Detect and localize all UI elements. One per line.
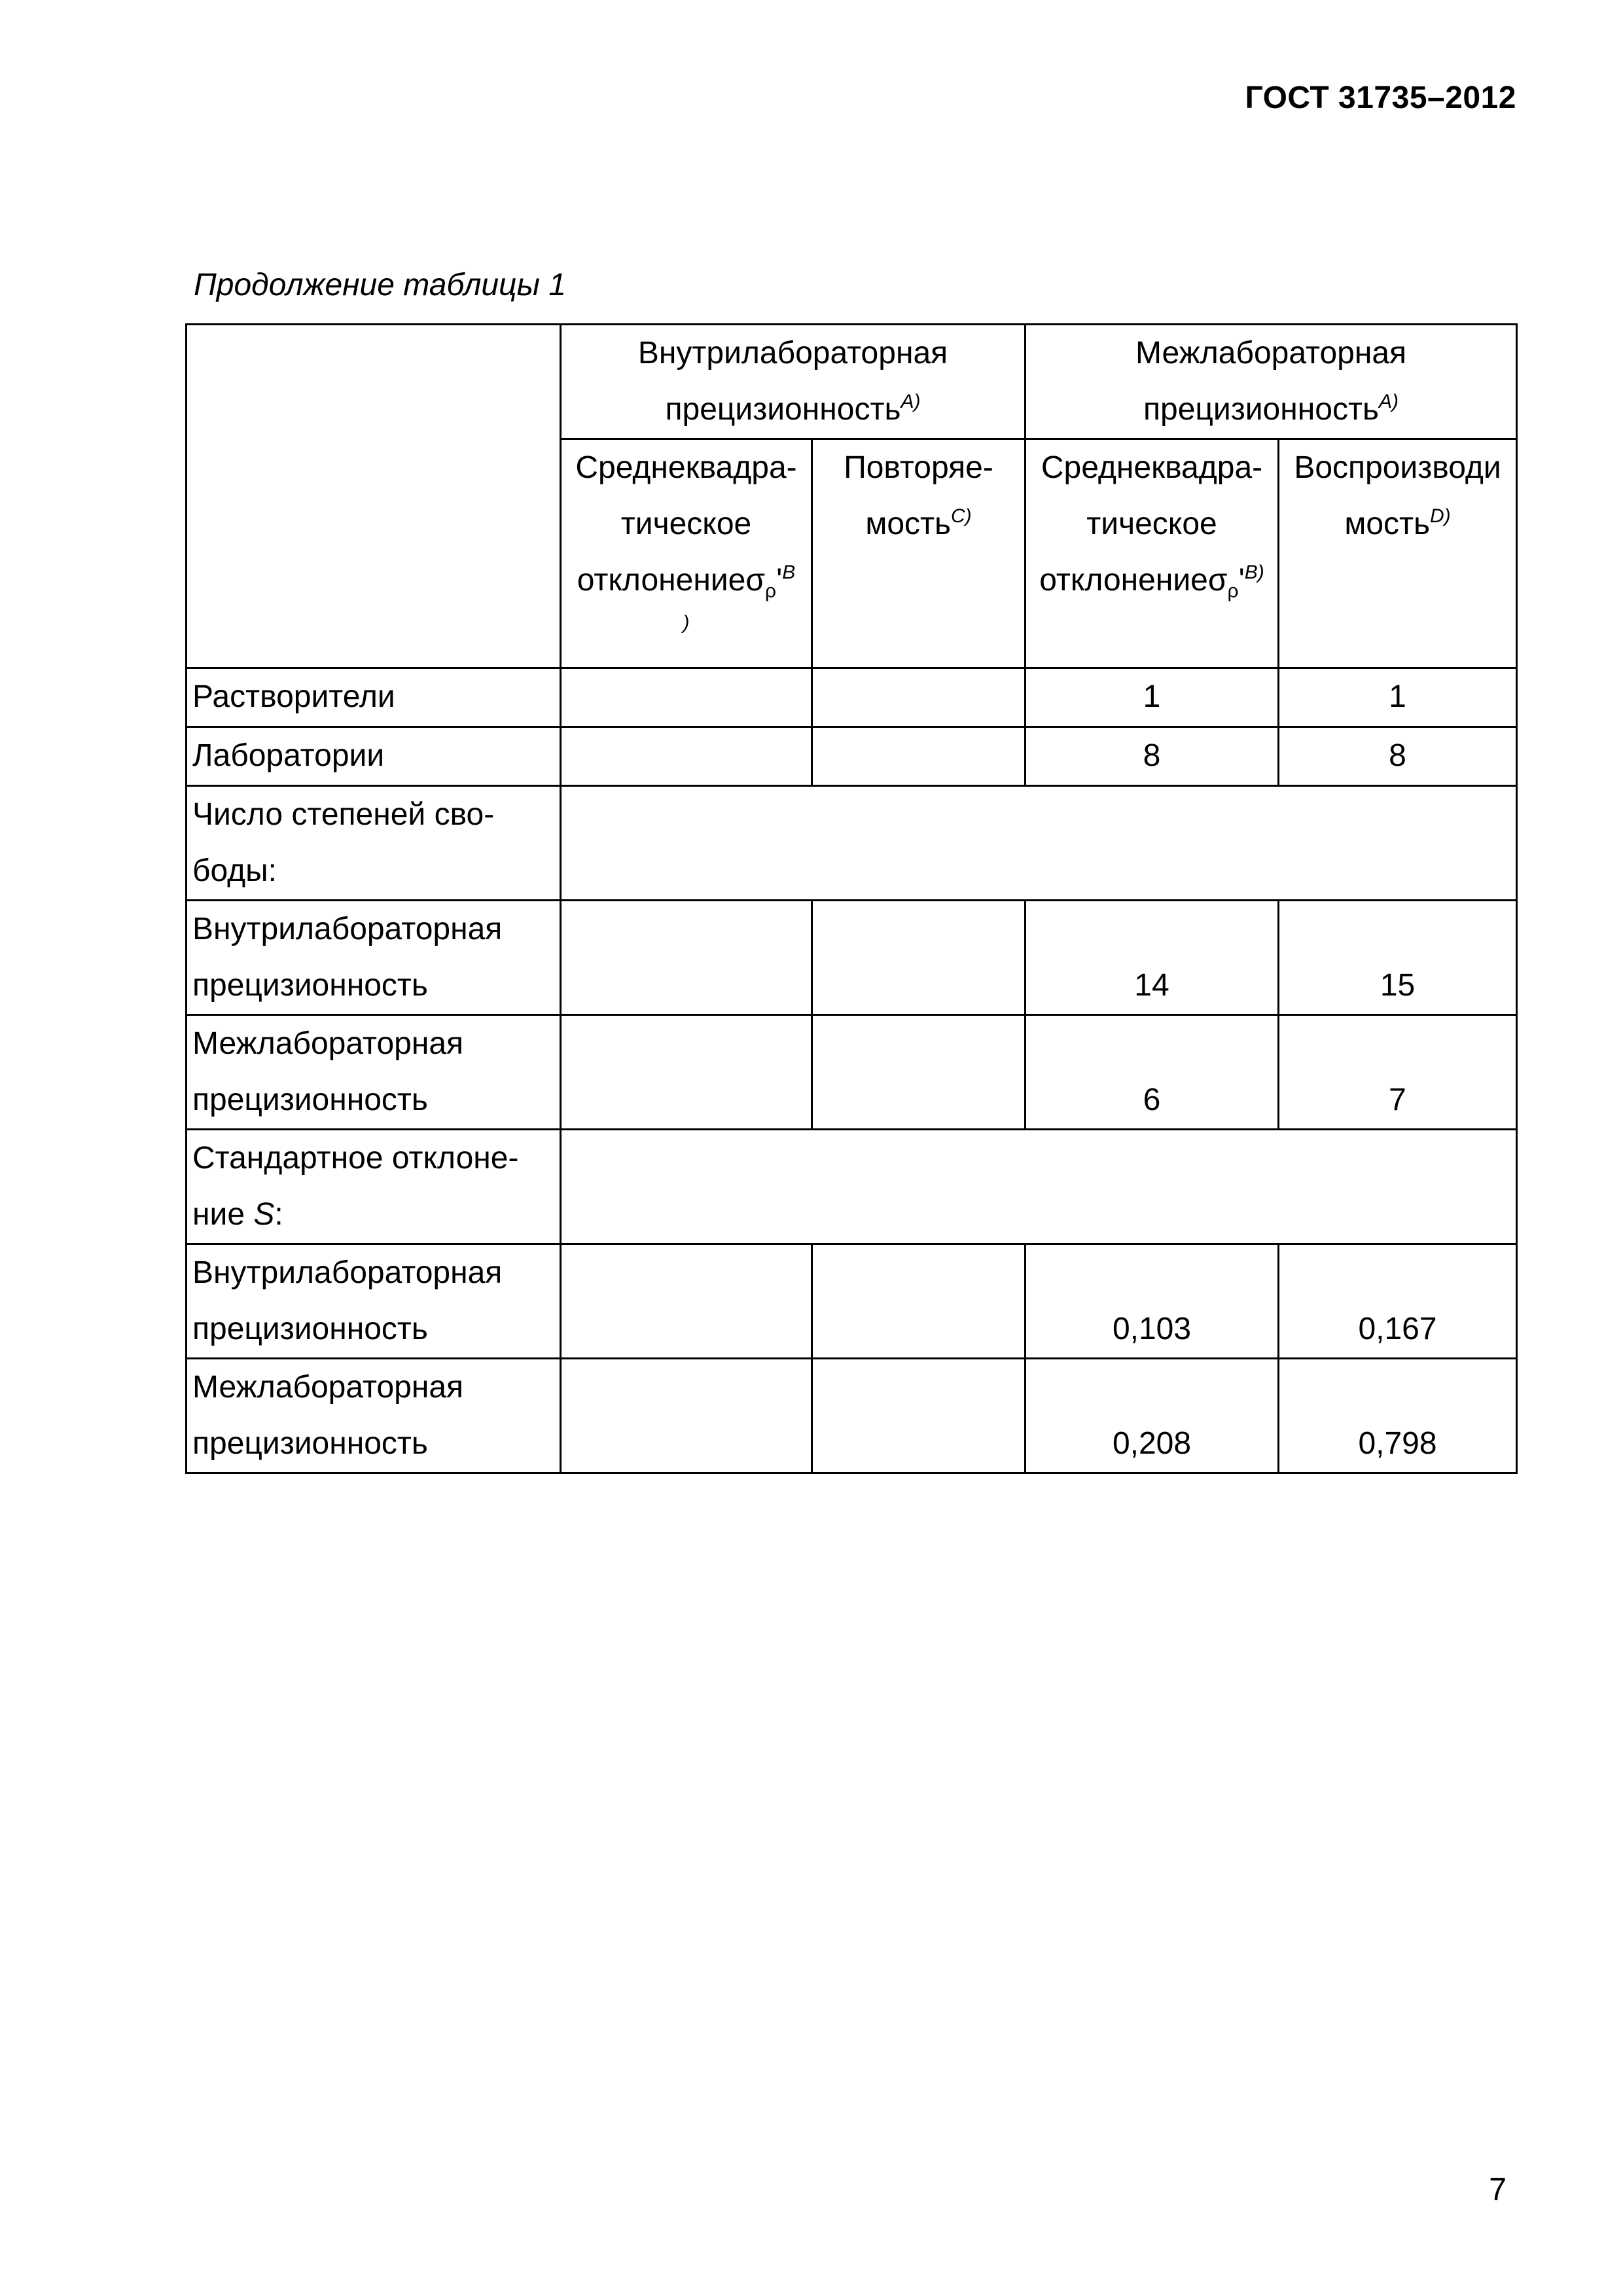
table-row xyxy=(187,727,1517,786)
table-cell: 1 xyxy=(1026,668,1279,727)
footnote-marker: A) xyxy=(901,391,921,412)
table-cell xyxy=(561,1359,812,1473)
header-std-dev-line1: Среднеквадра- xyxy=(575,450,797,485)
table-row xyxy=(187,668,1517,727)
row-label xyxy=(187,1244,561,1359)
row-label: Растворители xyxy=(187,668,561,727)
variable-symbol: S xyxy=(253,1197,275,1232)
table-cell-merged xyxy=(561,1130,1517,1244)
table-cell: 14 xyxy=(1026,901,1279,1015)
rho-subscript: ρ xyxy=(1227,580,1239,602)
page-number: 7 xyxy=(1489,2172,1507,2207)
row-label-line1: Межлабораторная xyxy=(192,1370,464,1405)
footnote-marker-tail: ) xyxy=(683,612,690,634)
footnote-marker: B xyxy=(782,562,796,583)
table-cell: 0,103 xyxy=(1026,1244,1279,1359)
row-label: Лаборатории xyxy=(187,727,561,786)
header-std-dev-line3: отклонение xyxy=(577,563,746,598)
header-std-dev-between xyxy=(1026,439,1279,668)
row-label-line2: ние xyxy=(192,1197,254,1232)
table-row xyxy=(187,1359,1517,1473)
table-cell xyxy=(812,1015,1026,1130)
footnote-marker: C) xyxy=(951,505,972,527)
table-cell xyxy=(812,668,1026,727)
row-label-line1: Стандартное отклоне- xyxy=(192,1141,519,1175)
table-cell xyxy=(561,901,812,1015)
table-cell: 0,798 xyxy=(1279,1359,1517,1473)
table-cell: 6 xyxy=(1026,1015,1279,1130)
table-row xyxy=(187,901,1517,1015)
table-cell xyxy=(812,1359,1026,1473)
header-reproducibility-line1: Воспроизводи xyxy=(1294,450,1501,485)
table-cell xyxy=(561,1244,812,1359)
table-cell-merged xyxy=(561,786,1517,901)
row-label-line2: прецизионность xyxy=(192,1312,428,1346)
row-label xyxy=(187,786,561,901)
row-label-line2: прецизионность xyxy=(192,1083,428,1117)
sigma-symbol: σ xyxy=(745,563,765,598)
row-label-line1: Число степеней сво- xyxy=(192,797,495,832)
table-cell: 8 xyxy=(1279,727,1517,786)
table-cell: 7 xyxy=(1279,1015,1517,1130)
row-label-line1: Внутрилабораторная xyxy=(192,912,503,946)
row-label-line2: боды: xyxy=(192,853,277,888)
prime-mark: ' xyxy=(1238,563,1245,598)
header-std-dev-line1: Среднеквадра- xyxy=(1041,450,1263,485)
table-cell xyxy=(812,901,1026,1015)
precision-table xyxy=(185,323,1518,1474)
table-row xyxy=(187,1244,1517,1359)
header-repeatability xyxy=(812,439,1026,668)
header-within-lab xyxy=(561,325,1026,439)
row-label-line1: Внутрилабораторная xyxy=(192,1255,503,1290)
table-cell xyxy=(812,727,1026,786)
header-repeatability-line1: Повторяе- xyxy=(844,450,993,485)
row-label xyxy=(187,1015,561,1130)
prime-mark: ' xyxy=(776,563,783,598)
row-label-line2: прецизионность xyxy=(192,968,428,1003)
row-label xyxy=(187,901,561,1015)
table-cell: 0,208 xyxy=(1026,1359,1279,1473)
table-cell: 15 xyxy=(1279,901,1517,1015)
header-between-lab-line1: Межлабораторная xyxy=(1135,336,1407,370)
table-cell xyxy=(812,1244,1026,1359)
header-std-dev-within xyxy=(561,439,812,668)
table-section-row xyxy=(187,1130,1517,1244)
table-section-row xyxy=(187,786,1517,901)
document-header: ГОСТ 31735–2012 xyxy=(1245,81,1516,115)
header-row-groups xyxy=(187,325,1517,439)
row-label-line2: прецизионность xyxy=(192,1426,428,1461)
table-cell: 0,167 xyxy=(1279,1244,1517,1359)
header-reproducibility-line2: мость xyxy=(1344,507,1431,541)
header-corner-cell xyxy=(187,325,561,668)
table-cell: 1 xyxy=(1279,668,1517,727)
header-std-dev-line2: тическое xyxy=(620,507,752,541)
header-between-lab-line2: прецизионность xyxy=(1143,392,1379,427)
header-within-lab-line2: прецизионность xyxy=(665,392,901,427)
sigma-symbol: σ xyxy=(1207,563,1228,598)
header-within-lab-line1: Внутрилабораторная xyxy=(637,336,948,370)
rho-subscript: ρ xyxy=(764,580,777,602)
table-cell xyxy=(561,668,812,727)
footnote-marker: A) xyxy=(1378,391,1399,412)
table-row xyxy=(187,1015,1517,1130)
header-std-dev-line3: отклонение xyxy=(1039,563,1208,598)
table-caption: Продолжение таблицы 1 xyxy=(194,268,566,302)
table-cell xyxy=(561,1015,812,1130)
header-between-lab xyxy=(1026,325,1517,439)
row-label xyxy=(187,1130,561,1244)
footnote-marker: B) xyxy=(1244,562,1264,583)
table-cell: 8 xyxy=(1026,727,1279,786)
header-std-dev-line2: тическое xyxy=(1086,507,1217,541)
row-label xyxy=(187,1359,561,1473)
header-reproducibility xyxy=(1279,439,1517,668)
row-label-colon: : xyxy=(274,1197,283,1232)
table-cell xyxy=(561,727,812,786)
footnote-marker: D) xyxy=(1430,505,1451,527)
row-label-line1: Межлабораторная xyxy=(192,1026,464,1061)
header-repeatability-line2: мость xyxy=(865,507,952,541)
